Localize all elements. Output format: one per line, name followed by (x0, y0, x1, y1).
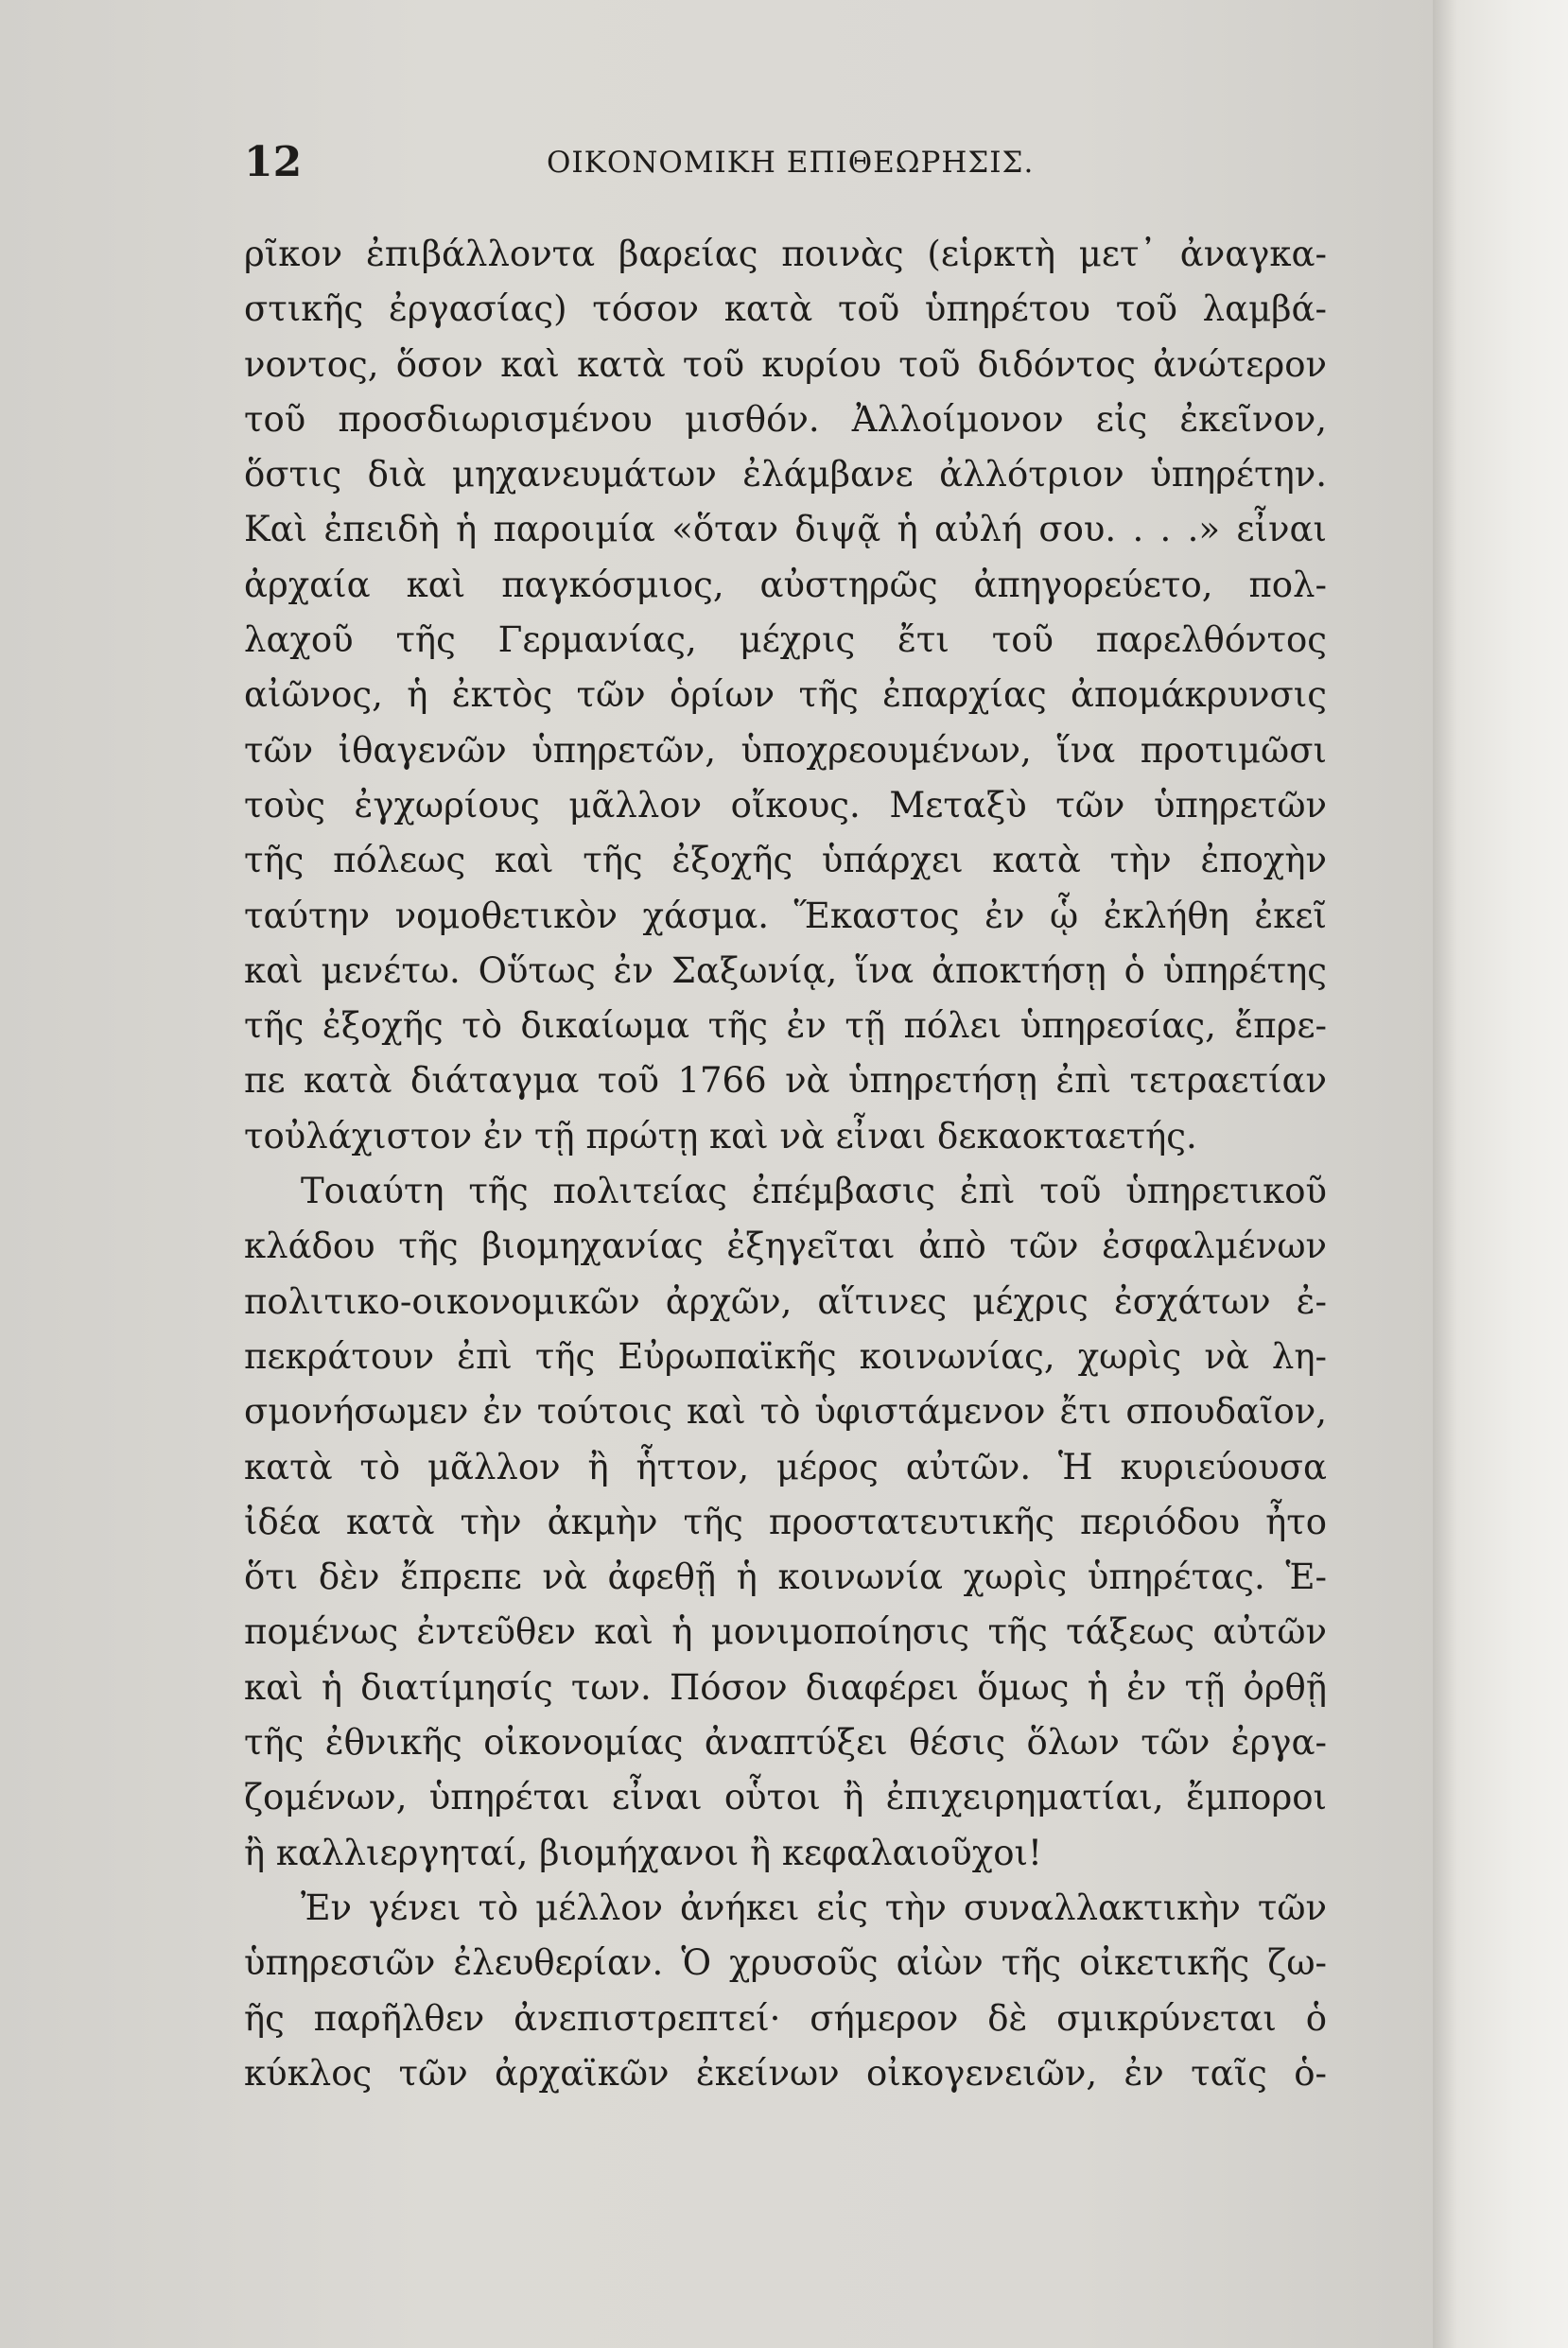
text-line: Ἐν γένει τὸ μέλλον ἀνήκει εἰς τὴν συναλλακτικὴν τῶν (301, 1887, 1327, 1928)
text-line: πεκράτουν ἐπὶ τῆς Εὐρωπαϊκῆς κοινωνίας, χωρὶς νὰ λη- (244, 1335, 1327, 1377)
text-line: τῆς ἐθνικῆς οἰκονομίας ἀναπτύξει θέσις ὅλων τῶν ἐργα- (244, 1722, 1327, 1764)
text-line: πολιτικο-οικονομικῶν ἀρχῶν, αἵτινες μέχρις ἐσχάτων ἐ- (244, 1280, 1327, 1322)
text-line: καὶ ἡ διατίμησίς των. Πόσον διαφέρει ὅμως ἡ ἐν τῇ ὀρθῇ (244, 1666, 1327, 1708)
text-line: ῆς παρῆλθεν ἀνεπιστρεπτεί· σήμερον δὲ σμικρύνεται ὁ (244, 1997, 1327, 2039)
text-line: κλάδου τῆς βιομηχανίας ἐξηγεῖται ἀπὸ τῶν ἐσφαλμένων (244, 1226, 1327, 1267)
text-line: ταύτην νομοθετικὸν χάσμα. Ἕκαστος ἐν ᾧ ἐκλήθη ἐκεῖ (244, 895, 1327, 936)
text-line: τῆς ἐξοχῆς τὸ δικαίωμα τῆς ἐν τῇ πόλει ὑπηρεσίας, ἔπρε- (244, 1005, 1327, 1047)
text-line: κατὰ τὸ μᾶλλον ἢ ἧττον, μέρος αὐτῶν. Ἡ κυριεύουσα (244, 1446, 1327, 1487)
text-line: τῶν ἰθαγενῶν ὑπηρετῶν, ὑποχρεουμένων, ἵνα προτιμῶσι (244, 729, 1327, 771)
running-head: ΟΙΚΟΝΟΜΙΚΗ ΕΠΙΘΕΩΡΗΣΙΣ. (547, 146, 1035, 180)
text-line: στικῆς ἐργασίας) τόσον κατὰ τοῦ ὑπηρέτου τοῦ λαμβά- (244, 288, 1327, 330)
page-header (244, 138, 1327, 185)
text-line: ὅστις διὰ μηχανευμάτων ἐλάμβανε ἀλλότριον ὑπηρέτην. (244, 454, 1327, 496)
text-line: τοῦ προσδιωρισμένου μισθόν. Ἀλλοίμονον εἰς ἐκεῖνον, (244, 398, 1327, 440)
text-line: Τοιαύτη τῆς πολιτείας ἐπέμβασις ἐπὶ τοῦ ὑπηρετικοῦ (301, 1171, 1327, 1212)
text-line: λαχοῦ τῆς Γερμανίας, μέχρις ἔτι τοῦ παρελθόντος (244, 619, 1327, 661)
text-line: τοὺς ἐγχωρίους μᾶλλον οἴκους. Μεταξὺ τῶν ὑπηρετῶν (244, 784, 1327, 826)
text-line: πε κατὰ διάταγμα τοῦ 1766 νὰ ὑπηρετήσῃ ἐπὶ τετραετίαν (244, 1060, 1327, 1102)
text-line: ἰδέα κατὰ τὴν ἀκμὴν τῆς προστατευτικῆς περιόδου ἦτο (244, 1501, 1327, 1542)
page-number: 12 (244, 138, 303, 186)
text-line: νοντος, ὅσον καὶ κατὰ τοῦ κυρίου τοῦ διδόντος ἀνώτερον (244, 343, 1327, 385)
text-line: κύκλος τῶν ἀρχαϊκῶν ἐκείνων οἰκογενειῶν, ἐν ταῖς ὁ- (244, 2052, 1327, 2094)
text-line: ἀρχαία καὶ παγκόσμιος, αὐστηρῶς ἀπηγορεύετο, πολ- (244, 564, 1327, 605)
text-line: αἰῶνος, ἡ ἐκτὸς τῶν ὁρίων τῆς ἐπαρχίας ἀπομάκρυνσις (244, 674, 1327, 716)
text-line: Καὶ ἐπειδὴ ἡ παροιμία «ὅταν διψᾷ ἡ αὐλή σου. . . .» εἶναι (244, 509, 1327, 550)
text-line: ἢ καλλιεργηταί, βιομήχανοι ἢ κεφαλαιοῦχοι! (244, 1832, 1042, 1873)
text-line: πομένως ἐντεῦθεν καὶ ἡ μονιμοποίησις τῆς τάξεως αὐτῶν (244, 1611, 1327, 1653)
text-line: τῆς πόλεως καὶ τῆς ἐξοχῆς ὑπάρχει κατὰ τὴν ἐποχὴν (244, 840, 1327, 881)
text-line: καὶ μενέτω. Οὕτως ἐν Σαξωνίᾳ, ἵνα ἀποκτήσῃ ὁ ὑπηρέτης (244, 949, 1327, 991)
text-line: ρῖκον ἐπιβάλλοντα βαρείας ποινὰς (εἱρκτὴ μετ᾽ ἀναγκα- (244, 234, 1327, 274)
body-text (244, 227, 1327, 2101)
text-line: ὅτι δὲν ἔπρεπε νὰ ἀφεθῇ ἡ κοινωνία χωρὶς ὑπηρέτας. Ἑ- (244, 1557, 1327, 1598)
text-line: ζομένων, ὑπηρέται εἶναι οὗτοι ἢ ἐπιχειρηματίαι, ἔμποροι (244, 1777, 1327, 1818)
page-edge (1433, 0, 1568, 2348)
text-line: ὑπηρεσιῶν ἐλευθερίαν. Ὁ χρυσοῦς αἰὼν τῆς οἰκετικῆς ζω- (244, 1942, 1327, 1984)
text-line: σμονήσωμεν ἐν τούτοις καὶ τὸ ὑφιστάμενον ἔτι σπουδαῖον, (244, 1391, 1327, 1433)
text-line: τοὐλάχιστον ἐν τῇ πρώτῃ καὶ νὰ εἶναι δεκαοκταετής. (244, 1115, 1197, 1157)
